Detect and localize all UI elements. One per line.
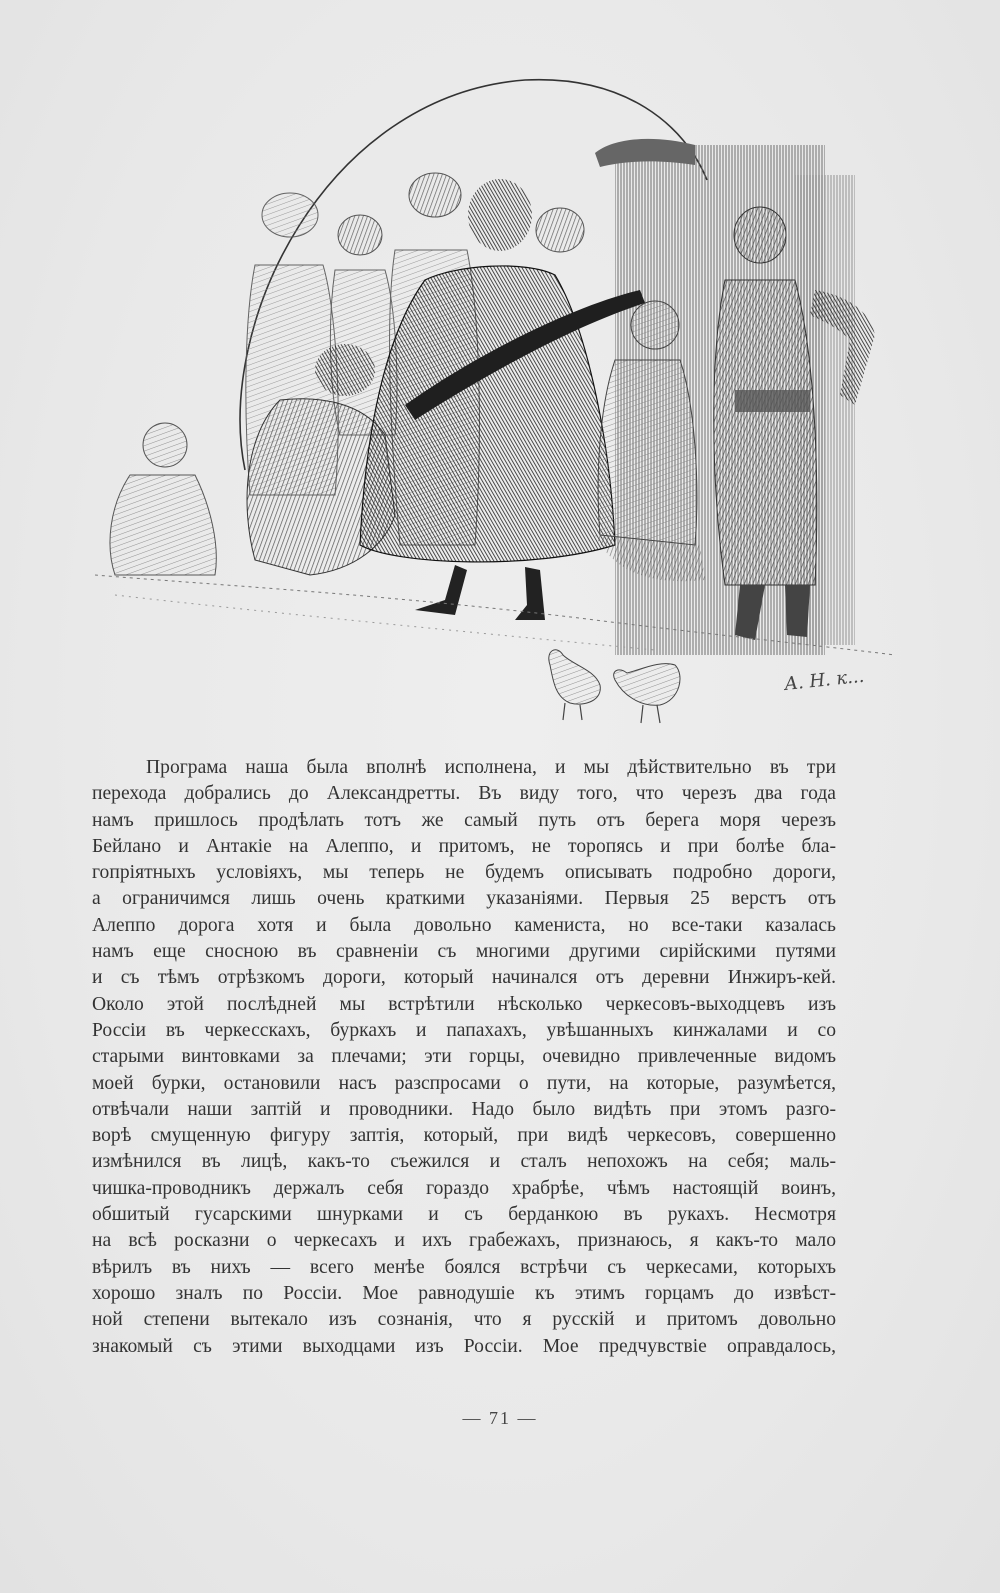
- text-line: знакомый съ этими выходцами изъ Россіи. Мое предчувствіе оправдалось,: [92, 1335, 836, 1357]
- text-line: Бейлано и Антакіе на Алеппо, и притомъ, не торопясь и при болѣе бла-: [92, 835, 836, 857]
- text-line: хорошо зналъ по Россіи. Мое равнодушіе къ этимъ горцамъ до извѣст-: [92, 1282, 836, 1304]
- text-line: моей бурки, остановили насъ разспросами о пути, на которые, разумѣется,: [92, 1072, 836, 1094]
- artist-signature: А. Н. к...: [783, 665, 866, 695]
- engraving-icon: [95, 75, 910, 745]
- text-line: ной степени вытекало изъ сознанія, что я русскій и притомъ довольно: [92, 1309, 836, 1331]
- text-line: обшитый гусарскими шнурками и съ берданкою въ рукахъ. Несмотря: [92, 1204, 836, 1226]
- text-line: и съ тѣмъ отрѣзкомъ дороги, который начинался отъ деревни Инжиръ-кей.: [92, 967, 836, 989]
- text-line: старыми винтовками за плечами; эти горцы, очевидно привлеченные видомъ: [92, 1046, 836, 1068]
- text-line: вѣрилъ въ нихъ — всего менѣе боялся встрѣчи съ черкесами, которыхъ: [92, 1256, 836, 1278]
- text-line: измѣнился въ лицѣ, какъ-то съежился и сталъ непохожъ на себя; маль-: [92, 1151, 836, 1173]
- text-line: ворѣ смущенную фигуру заптія, который, при видѣ черкесовъ, совершенно: [92, 1125, 836, 1147]
- text-line: перехода добрались до Александретты. Въ виду того, что черезъ два года: [92, 783, 836, 805]
- text-line: на всѣ росказни о черкесахъ и ихъ грабежахъ, признаюсь, я какъ-то мало: [92, 1230, 836, 1252]
- page-number: — 71 —: [462, 1408, 538, 1428]
- text-line: Россіи въ черкесскахъ, буркахъ и папахахъ, увѣшанныхъ кинжалами и со: [92, 1019, 836, 1041]
- engraving-illustration: [95, 75, 910, 745]
- text-line: Алеппо дорога хотя и была довольно камениста, но все-таки казалась: [92, 914, 836, 936]
- text-line: а ограничимся лишь очень краткими указаніями. Первыя 25 верстъ отъ: [92, 888, 836, 910]
- text-line: намъ пришлось продѣлать тотъ же самый путь отъ берега моря черезъ: [92, 809, 836, 831]
- text-line: гопріятныхъ условіяхъ, мы теперь не будемъ описывать подробно дороги,: [92, 862, 836, 884]
- text-line: Програма наша была вполнѣ исполнена, и мы дѣйствительно въ три: [146, 757, 836, 778]
- text-line: намъ еще сносною въ сравненіи съ многими другими сирійскими путями: [92, 941, 836, 963]
- body-paragraph: [92, 755, 836, 1360]
- text-line: отвѣчали наши заптій и проводники. Надо было видѣть при этомъ разго-: [92, 1098, 836, 1120]
- text-line: чишка-проводникъ держалъ себя гораздо храбрѣе, чѣмъ настоящій воинъ,: [92, 1177, 836, 1199]
- text-line: Около этой послѣдней мы встрѣтили нѣсколько черкесовъ-выходцевъ изъ: [92, 993, 836, 1015]
